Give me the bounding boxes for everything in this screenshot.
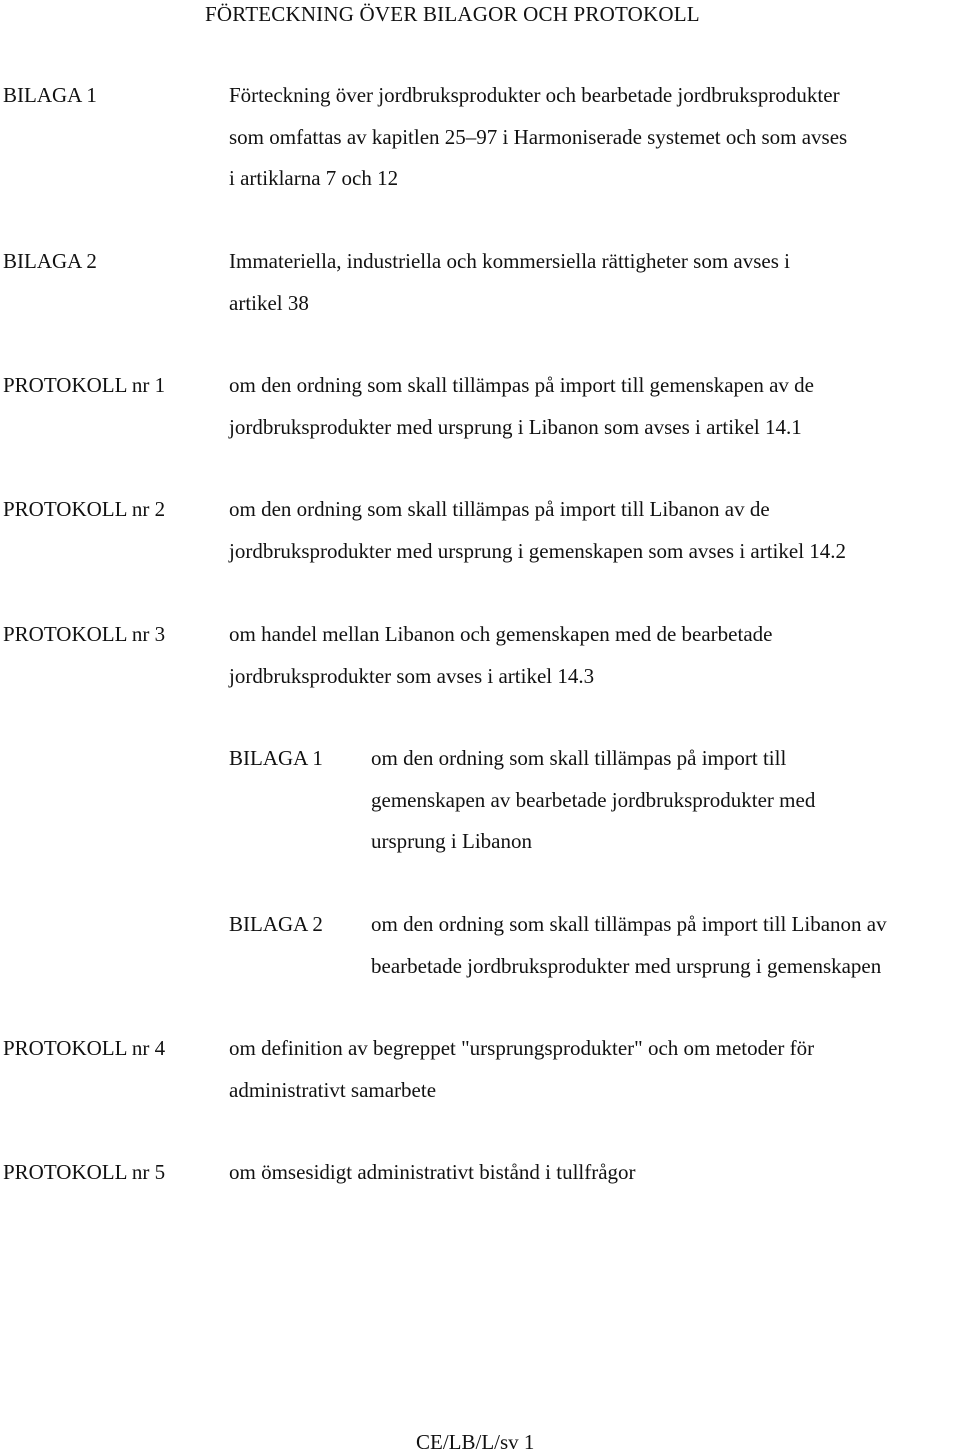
- description-line: om den ordning som skall tillämpas på import till Libanon av: [371, 912, 887, 936]
- entry-description: [229, 1158, 957, 1200]
- entry-description: [371, 910, 960, 993]
- description-line: i artiklarna 7 och 12: [229, 166, 399, 190]
- description-line: om den ordning som skall tillämpas på import till: [371, 746, 787, 770]
- page-footer-reference: CE/LB/L/sv 1: [416, 1430, 535, 1454]
- description-line: bearbetade jordbruksprodukter med ursprung i gemenskapen: [371, 953, 882, 978]
- entry-label: BILAGA 1: [3, 83, 97, 107]
- description-line: om den ordning som skall tillämpas på import till Libanon av de: [229, 497, 770, 521]
- entry-description: [229, 81, 957, 206]
- entry-label: BILAGA 1: [229, 746, 323, 770]
- entry-label: PROTOKOLL nr 2: [3, 497, 166, 521]
- entry-label: PROTOKOLL nr 3: [3, 622, 166, 646]
- entry-description: [229, 1034, 957, 1117]
- description-line: gemenskapen av bearbetade jordbruksprodukter med: [371, 787, 816, 812]
- description-line: Immateriella, industriella och kommersiella rättigheter som avses i: [229, 249, 790, 273]
- description-line: administrativt samarbete: [229, 1077, 437, 1102]
- entry-label: BILAGA 2: [229, 912, 323, 936]
- entry-description: [229, 247, 957, 330]
- entry-label: PROTOKOLL nr 4: [3, 1036, 166, 1060]
- entry-label: BILAGA 2: [3, 249, 97, 273]
- description-line: om handel mellan Libanon och gemenskapen med de bearbetade: [229, 622, 773, 646]
- description-line: om ömsesidigt administrativt bistånd i tullfrågor: [229, 1160, 636, 1184]
- description-line: om den ordning som skall tillämpas på import till gemenskapen av de: [229, 373, 814, 397]
- entry-description: [229, 620, 957, 703]
- entry-description: [371, 744, 960, 869]
- entry-label: PROTOKOLL nr 5: [3, 1160, 166, 1184]
- description-line: ursprung i Libanon: [371, 829, 532, 853]
- description-line: Förteckning över jordbruksprodukter och bearbetade jordbruksprodukter: [229, 83, 840, 107]
- entry-description: [229, 371, 957, 454]
- description-line: artikel 38: [229, 290, 309, 315]
- description-line: jordbruksprodukter med ursprung i Libanon som avses i artikel 14.1: [229, 414, 802, 439]
- description-line: som omfattas av kapitlen 25–97 i Harmoniserade systemet och som avses: [229, 124, 848, 149]
- description-line: jordbruksprodukter med ursprung i gemenskapen som avses i artikel 14.2: [229, 538, 847, 563]
- entry-label: PROTOKOLL nr 1: [3, 373, 166, 397]
- entry-description: [229, 495, 957, 578]
- document-title: FÖRTECKNING ÖVER BILAGOR OCH PROTOKOLL: [205, 2, 700, 26]
- description-line: om definition av begreppet "ursprungsprodukter" och om metoder för: [229, 1036, 815, 1060]
- description-line: jordbruksprodukter som avses i artikel 14.3: [229, 663, 595, 688]
